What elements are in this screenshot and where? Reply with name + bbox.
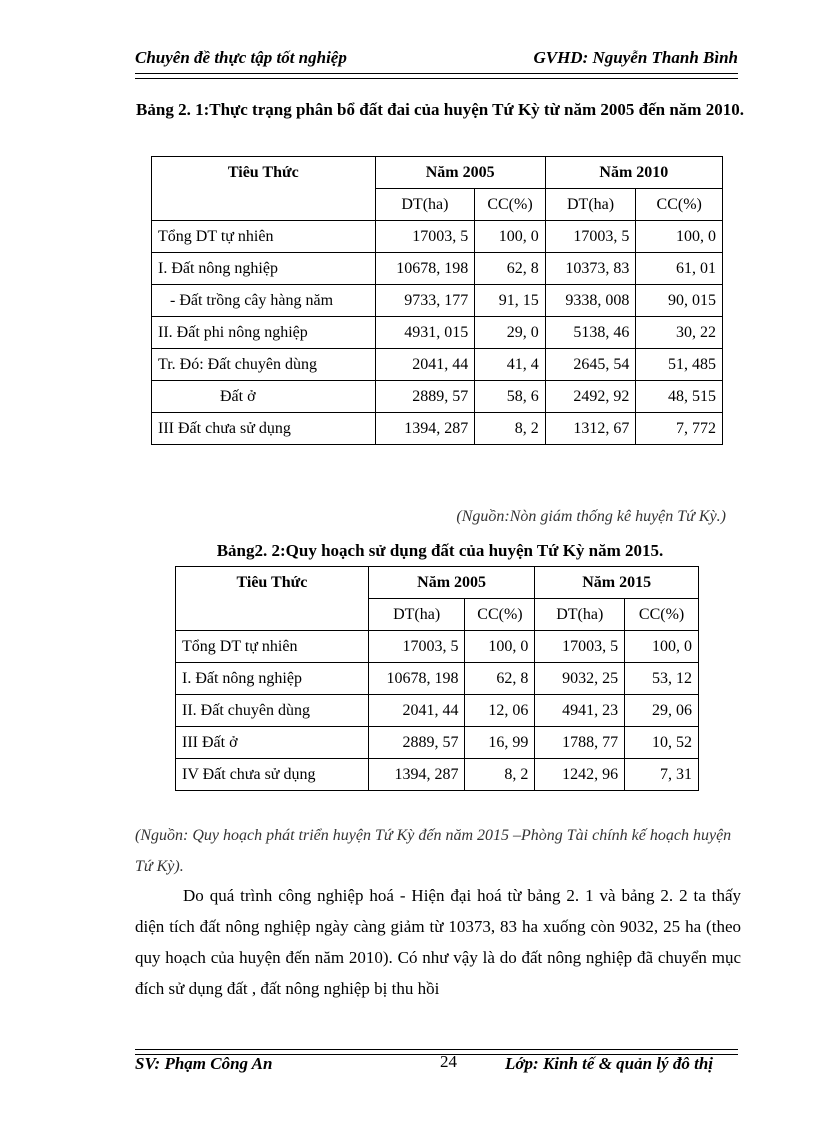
table2-header-cc-b: CC(%) (625, 599, 699, 631)
header-right-text: GVHD: Nguyễn Thanh Bình (533, 48, 738, 67)
page-header (135, 48, 738, 72)
page-number: 24 (440, 1052, 457, 1071)
table1-header-year-a: Năm 2005 (375, 157, 545, 189)
cell-cc-b: 7, 31 (625, 759, 699, 791)
cell-cc-a: 12, 06 (465, 695, 535, 727)
header-left-text: Chuyên đề thực tập tốt nghiệp (135, 48, 347, 67)
footer-student: SV: Phạm Công An (135, 1054, 273, 1073)
cell-cc-a: 29, 0 (475, 317, 545, 349)
cell-cc-b: 90, 015 (636, 285, 723, 317)
row-label: IV Đất chưa sử dụng (176, 759, 369, 791)
cell-dt-b: 17003, 5 (535, 631, 625, 663)
cell-dt-a: 1394, 287 (375, 413, 475, 445)
table1-source: (Nguồn:Nòn giám thống kê huyện Tứ Kỳ.) (456, 508, 726, 525)
cell-cc-b: 100, 0 (625, 631, 699, 663)
body-paragraph (135, 880, 741, 1004)
cell-cc-a: 62, 8 (475, 253, 545, 285)
table1-header-dt-b: DT(ha) (545, 189, 636, 221)
table2-title: Bảng2. 2:Quy hoạch sử dụng đất của huyện Tứ Kỳ năm 2015. (216, 541, 664, 560)
cell-cc-a: 100, 0 (465, 631, 535, 663)
cell-dt-a: 2889, 57 (375, 381, 475, 413)
cell-dt-a: 4931, 015 (375, 317, 475, 349)
table2-header-dt-b: DT(ha) (535, 599, 625, 631)
row-label: Tổng DT tự nhiên (176, 631, 369, 663)
row-label: Tr. Đó: Đất chuyên dùng (152, 349, 376, 381)
cell-dt-b: 1242, 96 (535, 759, 625, 791)
cell-dt-a: 2041, 44 (375, 349, 475, 381)
cell-cc-a: 58, 6 (475, 381, 545, 413)
table-row (152, 317, 723, 349)
table1-header-cc-a: CC(%) (475, 189, 545, 221)
cell-dt-b: 1312, 67 (545, 413, 636, 445)
table1-header-cc-b: CC(%) (636, 189, 723, 221)
cell-dt-b: 5138, 46 (545, 317, 636, 349)
cell-cc-a: 91, 15 (475, 285, 545, 317)
row-label: - Đất trồng cây hàng năm (152, 285, 376, 317)
table1 (151, 156, 723, 445)
table-row (176, 695, 699, 727)
cell-dt-a: 9733, 177 (375, 285, 475, 317)
cell-dt-a: 10678, 198 (368, 663, 465, 695)
table-row (152, 221, 723, 253)
table-row (152, 285, 723, 317)
cell-dt-b: 17003, 5 (545, 221, 636, 253)
table1-header-criteria: Tiêu Thức (152, 157, 376, 221)
cell-dt-b: 4941, 23 (535, 695, 625, 727)
row-label: Tổng DT tự nhiên (152, 221, 376, 253)
table-row (176, 727, 699, 759)
table-row (152, 349, 723, 381)
cell-dt-b: 9338, 008 (545, 285, 636, 317)
row-label: III Đất chưa sử dụng (152, 413, 376, 445)
table2-header-criteria: Tiêu Thức (176, 567, 369, 631)
cell-cc-b: 48, 515 (636, 381, 723, 413)
cell-cc-b: 53, 12 (625, 663, 699, 695)
cell-dt-a: 17003, 5 (375, 221, 475, 253)
table2-header-year-a: Năm 2005 (368, 567, 535, 599)
cell-dt-a: 17003, 5 (368, 631, 465, 663)
cell-cc-a: 41, 4 (475, 349, 545, 381)
row-label: II. Đất phi nông nghiệp (152, 317, 376, 349)
row-label: I. Đất nông nghiệp (176, 663, 369, 695)
cell-dt-b: 1788, 77 (535, 727, 625, 759)
row-label: Đất ở (152, 381, 376, 413)
table2-source: (Nguồn: Quy hoạch phát triển huyện Tứ Kỳ đến năm 2015 –Phòng Tài chính kế hoạch huyện Tứ Kỳ). (135, 827, 732, 875)
table-row (176, 631, 699, 663)
table-row (176, 759, 699, 791)
table1-header-year-b: Năm 2010 (545, 157, 722, 189)
table2 (175, 566, 699, 791)
cell-cc-b: 100, 0 (636, 221, 723, 253)
cell-dt-b: 9032, 25 (535, 663, 625, 695)
table1-header-dt-a: DT(ha) (375, 189, 475, 221)
cell-dt-a: 10678, 198 (375, 253, 475, 285)
cell-cc-a: 100, 0 (475, 221, 545, 253)
row-label: II. Đất chuyên dùng (176, 695, 369, 727)
cell-cc-b: 10, 52 (625, 727, 699, 759)
row-label: I. Đất nông nghiệp (152, 253, 376, 285)
cell-cc-b: 29, 06 (625, 695, 699, 727)
cell-cc-b: 61, 01 (636, 253, 723, 285)
table-row (152, 253, 723, 285)
cell-cc-b: 51, 485 (636, 349, 723, 381)
cell-cc-b: 30, 22 (636, 317, 723, 349)
cell-cc-a: 16, 99 (465, 727, 535, 759)
footer-class: Lớp: Kinh tế & quản lý đô thị (505, 1054, 713, 1073)
header-rule (135, 73, 738, 79)
table1-title: Bảng 2. 1:Thực trạng phân bổ đất đai của huyện Tứ Kỳ từ năm 2005 đến năm 2010. (136, 100, 744, 119)
table2-header-cc-a: CC(%) (465, 599, 535, 631)
table-row (152, 413, 723, 445)
cell-dt-b: 10373, 83 (545, 253, 636, 285)
cell-cc-a: 8, 2 (475, 413, 545, 445)
cell-cc-b: 7, 772 (636, 413, 723, 445)
cell-dt-a: 2889, 57 (368, 727, 465, 759)
cell-cc-a: 62, 8 (465, 663, 535, 695)
cell-dt-a: 2041, 44 (368, 695, 465, 727)
page-footer (135, 1054, 738, 1078)
cell-dt-b: 2492, 92 (545, 381, 636, 413)
table-row (176, 663, 699, 695)
cell-dt-a: 1394, 287 (368, 759, 465, 791)
cell-dt-b: 2645, 54 (545, 349, 636, 381)
cell-cc-a: 8, 2 (465, 759, 535, 791)
table-row (152, 381, 723, 413)
table2-header-year-b: Năm 2015 (535, 567, 699, 599)
row-label: III Đất ở (176, 727, 369, 759)
body-paragraph-text: Do quá trình công nghiệp hoá - Hiện đại hoá từ bảng 2. 1 và bảng 2. 2 ta thấy diện tích đất nông nghiệp ngày càng giảm từ 10373, 83 ha xuống còn 9032, 25 ha (theo quy hoạch của huyện đến năm 2010). Có như vậy là do đất nông nghiệp đã chuyển mục đích sử dụng đất , đất nông nghiệp bị thu hồi (135, 886, 741, 998)
table2-header-dt-a: DT(ha) (368, 599, 465, 631)
